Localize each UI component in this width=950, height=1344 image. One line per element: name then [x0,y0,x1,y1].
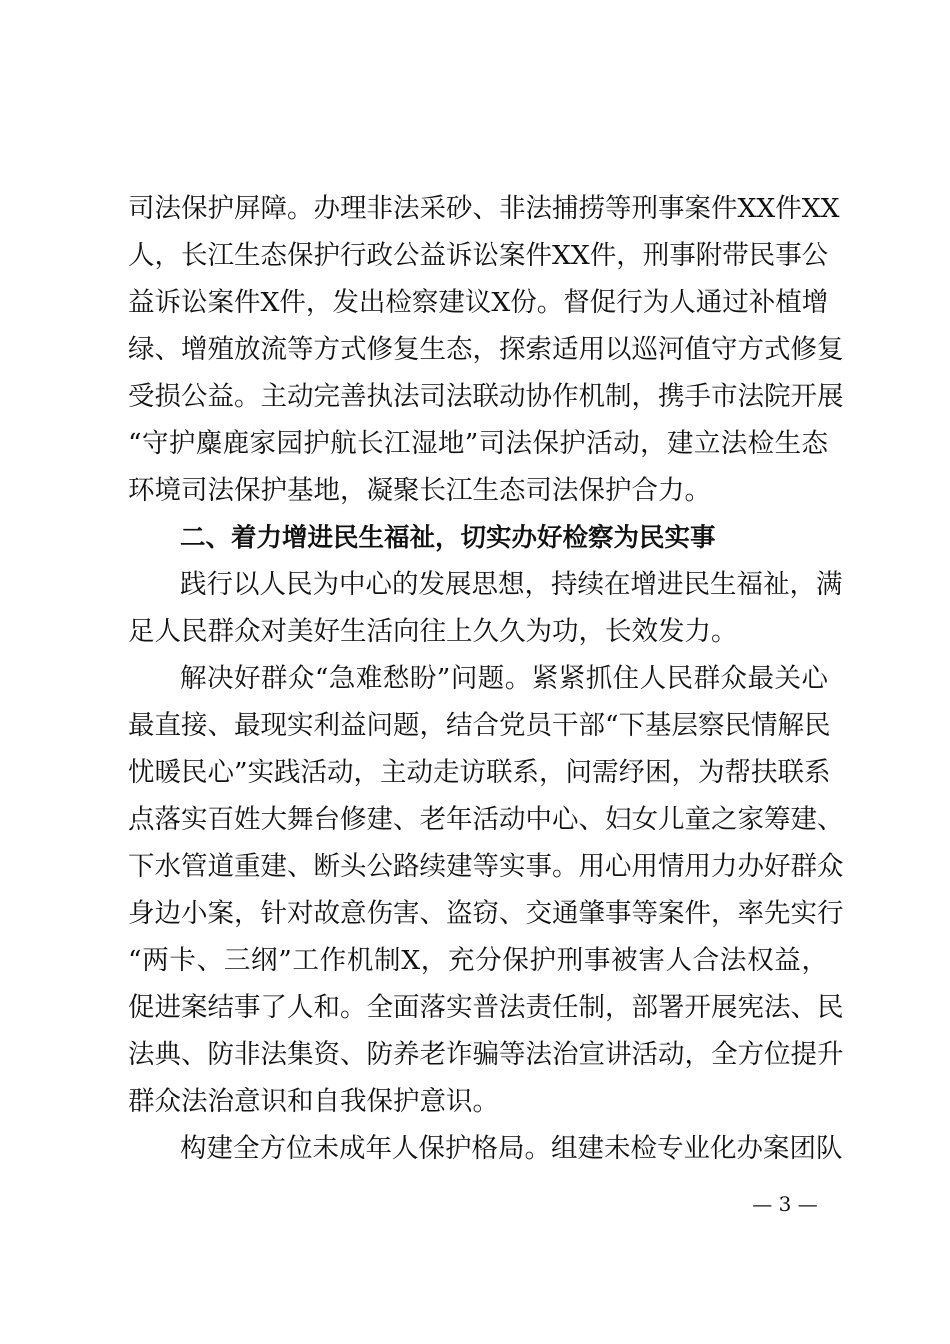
paragraph-line: 益诉讼案件X件，发出检察建议X份。督促行为人通过补植增 [128,287,829,318]
paragraph-line: 忧暖民心”实践活动，主动走访联系，问需纾困，为帮扶联系 [128,757,831,788]
paragraph-line: 践行以人民为中心的发展思想，持续在增进民生福祉，满 [180,569,843,600]
paragraph-line: 绿、增殖放流等方式修复生态，探索适用以巡河值守方式修复 [128,334,844,365]
paragraph-line: 受损公益。主动完善执法司法联动协作机制，携手市法院开展 [128,381,844,412]
paragraph-line: 身边小案，针对故意伤害、盗窃、交通肇事等案件，率先实行 [128,898,844,929]
paragraph-line: 环境司法保护基地，凝聚长江生态司法保护合力。 [128,475,711,506]
paragraph-line: 最直接、最现实利益问题，结合党员干部“下基层察民情解民 [128,710,831,741]
paragraph-line: 构建全方位未成年人保护格局。组建未检专业化办案团队 [180,1133,843,1164]
paragraph-line: 人，长江生态保护行政公益诉讼案件XX件，刑事附带民事公 [128,240,829,271]
paragraph-line: 点落实百姓大舞台修建、老年活动中心、妇女儿童之家筹建、 [128,804,844,835]
paragraph-line: 解决好群众“急难愁盼”问题。紧紧抓住人民群众最关心 [180,663,828,694]
paragraph-line: 群众法治意识和自我保护意识。 [128,1086,499,1117]
paragraph-line: “守护麋鹿家园护航长江湿地”司法保护活动，建立法检生态 [128,428,828,459]
paragraph-line: 法典、防非法集资、防养老诈骗等法治宣讲活动，全方位提升 [128,1039,844,1070]
paragraph-line: 司法保护屏障。办理非法采砂、非法捕捞等刑事案件XX件XX [128,193,840,224]
paragraph-line: “两卡、三纲”工作机制X，充分保护刑事被害人合法权益， [128,945,828,976]
paragraph-line: 促进案结事了人和。全面落实普法责任制，部署开展宪法、民 [128,992,844,1023]
paragraph-line: 足人民群众对美好生活向往上久久为功，长效发力。 [128,616,738,647]
section-heading: 二、着力增进民生福祉，切实办好检察为民实事 [180,523,716,553]
paragraph-line: 下水管道重建、断头公路续建等实事。用心用情用力办好群众 [128,851,844,882]
page-number: — 3 — [752,1192,818,1216]
